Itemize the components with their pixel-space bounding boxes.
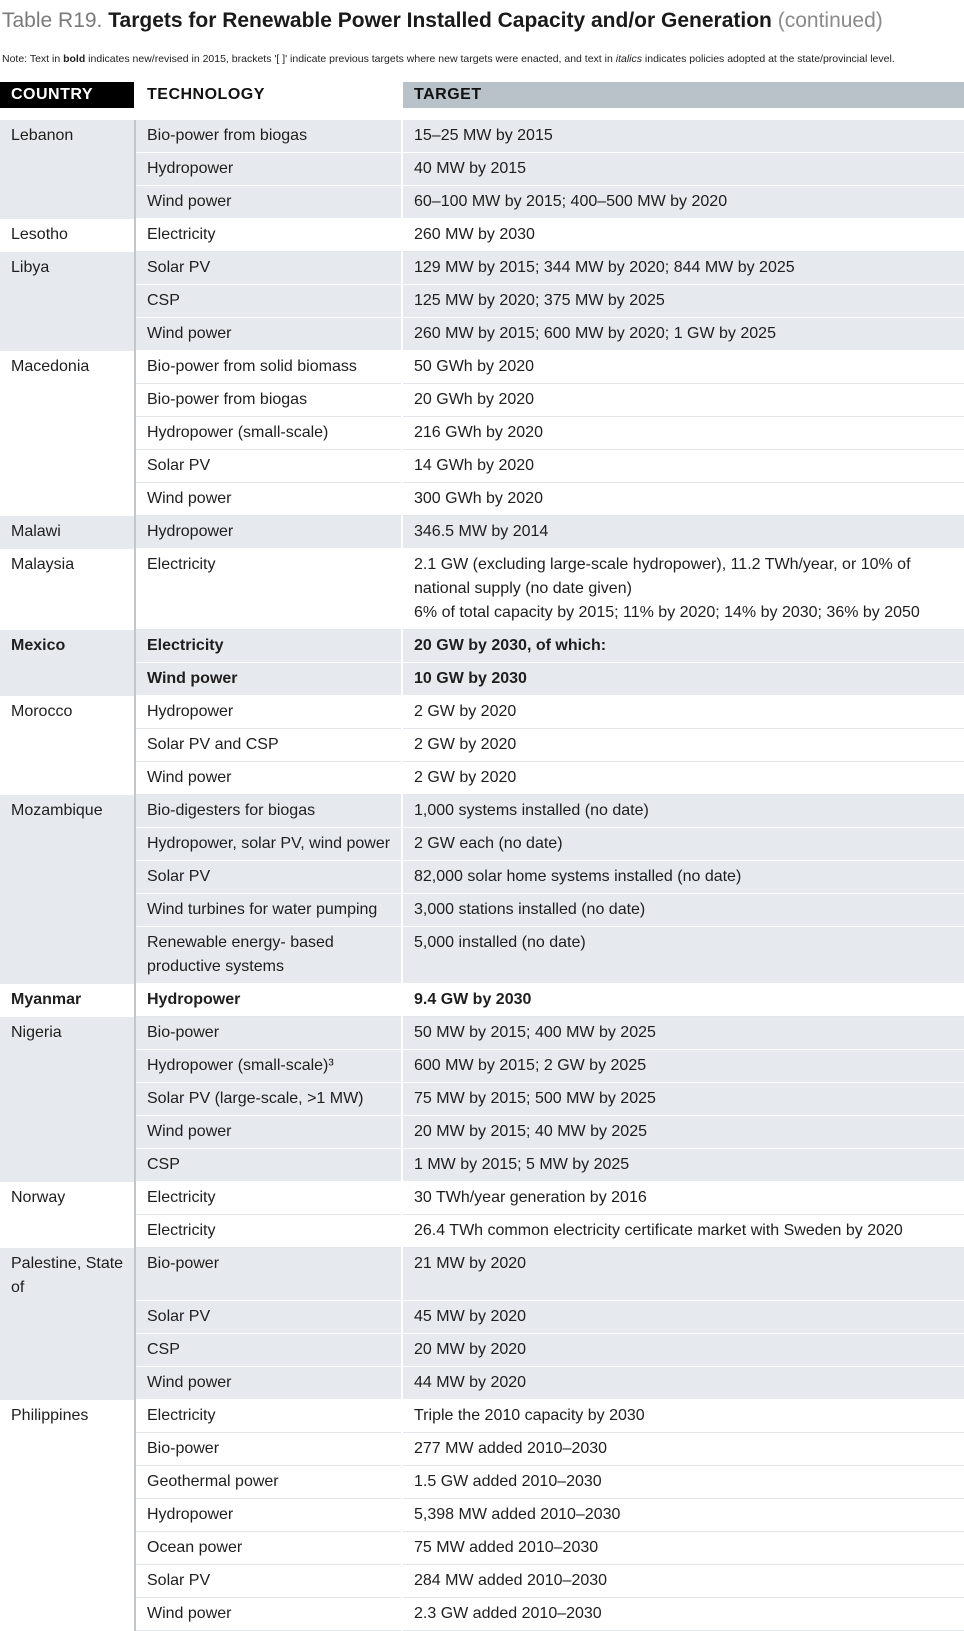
- target-text: 600 MW by 2015; 2 GW by 2025: [414, 1057, 647, 1074]
- target-text: 5,398 MW added 2010–2030: [414, 1506, 621, 1523]
- target-cell: [402, 729, 964, 762]
- country-cell: Morocco: [0, 696, 135, 795]
- target-text: 260 MW by 2015; 600 MW by 2020; 1 GW by 2025: [414, 325, 776, 342]
- target-text: 2 GW each (no date): [414, 835, 563, 852]
- technology-cell: Hydropower: [135, 984, 402, 1017]
- target-text: 50 MW by 2015; 400 MW by 2025: [414, 1024, 656, 1041]
- technology-cell: CSP: [135, 1149, 402, 1182]
- target-cell: [402, 1215, 964, 1248]
- table-row: [0, 153, 964, 186]
- technology-cell: Bio-power: [135, 1017, 402, 1050]
- target-text: 284 MW added 2010–2030: [414, 1572, 608, 1589]
- technology-cell: Bio-power from biogas: [135, 384, 402, 417]
- target-text: 44 MW by 2020: [414, 1374, 527, 1391]
- country-cell: Myanmar: [0, 984, 135, 1017]
- target-cell: [402, 861, 964, 894]
- target-text-secondary: 6% of total capacity by 2015; 11% by 2020; 14% by 2030; 36% by 2050: [414, 604, 920, 621]
- table-row: [0, 318, 964, 351]
- technology-cell: Wind power: [135, 1598, 402, 1631]
- target-cell: [402, 828, 964, 861]
- technology-cell: CSP: [135, 285, 402, 318]
- target-text: 30 TWh/year generation by 2016: [414, 1189, 647, 1206]
- technology-cell: Hydropower: [135, 153, 402, 186]
- country-cell: Mozambique: [0, 795, 135, 984]
- target-cell: [402, 1367, 964, 1400]
- target-cell: [402, 1301, 964, 1334]
- table-body: [0, 108, 964, 1631]
- target-cell: [402, 1565, 964, 1598]
- technology-cell: Electricity: [135, 549, 402, 630]
- target-text: 346.5 MW by 2014: [414, 523, 549, 540]
- target-cell: [402, 252, 964, 285]
- table-row: [0, 450, 964, 483]
- target-cell: [402, 663, 964, 696]
- target-text: 2 GW by 2020: [414, 736, 517, 753]
- target-text: 45 MW by 2020: [414, 1308, 527, 1325]
- column-header-target: TARGET: [402, 82, 964, 108]
- technology-cell: Hydropower: [135, 516, 402, 549]
- table-row: [0, 894, 964, 927]
- table-row: [0, 483, 964, 516]
- target-text: 60–100 MW by 2015; 400–500 MW by 2020: [414, 193, 728, 210]
- table-row: [0, 1598, 964, 1631]
- table-row: [0, 1400, 964, 1433]
- target-cell: [402, 1598, 964, 1631]
- target-cell: [402, 549, 964, 630]
- country-cell: Malawi: [0, 516, 135, 549]
- country-cell: Philippines: [0, 1400, 135, 1631]
- table-row: [0, 351, 964, 384]
- country-cell: Norway: [0, 1182, 135, 1248]
- target-text: 14 GWh by 2020: [414, 457, 535, 474]
- target-text: 129 MW by 2015; 344 MW by 2020; 844 MW by 2025: [414, 259, 795, 276]
- table-heading: Targets for Renewable Power Installed Capacity and/or Generation: [108, 9, 772, 32]
- table-row: [0, 630, 964, 663]
- targets-table: [0, 82, 964, 1631]
- target-cell: [402, 120, 964, 153]
- technology-cell: Wind power: [135, 318, 402, 351]
- target-cell: [402, 696, 964, 729]
- table-row: [0, 1433, 964, 1466]
- technology-cell: Solar PV: [135, 1565, 402, 1598]
- technology-cell: Solar PV: [135, 450, 402, 483]
- note-text-3: indicates policies adopted at the state/provincial level.: [642, 53, 895, 65]
- target-cell: [402, 927, 964, 984]
- technology-cell: Bio-power from biogas: [135, 120, 402, 153]
- technology-cell: Electricity: [135, 630, 402, 663]
- note-text-2: indicates new/revised in 2015, brackets '[ ]' indicate previous targets where new targets were enacted, and text in: [85, 53, 616, 65]
- target-text: 26.4 TWh common electricity certificate market with Sweden by 2020: [414, 1222, 903, 1239]
- note-bold-word: bold: [63, 53, 86, 65]
- target-text: 75 MW by 2015; 500 MW by 2025: [414, 1090, 656, 1107]
- target-cell: [402, 1017, 964, 1050]
- table-row: [0, 762, 964, 795]
- header-row: [0, 82, 964, 108]
- target-cell: [402, 285, 964, 318]
- country-cell: Lebanon: [0, 120, 135, 219]
- table-row: [0, 1367, 964, 1400]
- target-cell: [402, 1433, 964, 1466]
- technology-cell: Hydropower (small-scale)³: [135, 1050, 402, 1083]
- table-row: [0, 1149, 964, 1182]
- target-cell: [402, 318, 964, 351]
- target-cell: [402, 351, 964, 384]
- target-text: 260 MW by 2030: [414, 226, 535, 243]
- target-cell: [402, 1182, 964, 1215]
- target-text: 10 GW by 2030: [414, 670, 527, 687]
- target-cell: [402, 1466, 964, 1499]
- column-header-technology: TECHNOLOGY: [135, 82, 402, 108]
- technology-cell: Bio-digesters for biogas: [135, 795, 402, 828]
- table-row: [0, 549, 964, 630]
- table-row: [0, 1466, 964, 1499]
- table-note: [2, 52, 895, 66]
- target-text: 15–25 MW by 2015: [414, 127, 553, 144]
- technology-cell: Wind power: [135, 483, 402, 516]
- table-row: [0, 795, 964, 828]
- table-row: [0, 516, 964, 549]
- technology-cell: Wind power: [135, 1367, 402, 1400]
- technology-cell: Wind power: [135, 762, 402, 795]
- target-text: 20 GW by 2030, of which:: [414, 637, 607, 654]
- target-cell: [402, 630, 964, 663]
- technology-cell: Hydropower, solar PV, wind power: [135, 828, 402, 861]
- target-text: 20 MW by 2020: [414, 1341, 527, 1358]
- table-row: [0, 417, 964, 450]
- target-cell: [402, 417, 964, 450]
- continued-label: (continued): [777, 9, 883, 32]
- target-text: 1,000 systems installed (no date): [414, 802, 649, 819]
- technology-cell: Hydropower: [135, 696, 402, 729]
- target-cell: [402, 483, 964, 516]
- table-title: [2, 8, 883, 34]
- table-row: [0, 252, 964, 285]
- technology-cell: Electricity: [135, 219, 402, 252]
- technology-cell: Solar PV and CSP: [135, 729, 402, 762]
- target-text: 5,000 installed (no date): [414, 934, 586, 951]
- target-cell: [402, 450, 964, 483]
- technology-cell: Ocean power: [135, 1532, 402, 1565]
- target-cell: [402, 1334, 964, 1367]
- table-number: Table R19.: [2, 9, 103, 32]
- target-cell: [402, 894, 964, 927]
- target-text: 125 MW by 2020; 375 MW by 2025: [414, 292, 665, 309]
- table-row: [0, 1017, 964, 1050]
- table-row: [0, 927, 964, 984]
- note-text-1: Note: Text in: [2, 53, 64, 65]
- target-cell: [402, 516, 964, 549]
- target-text: 82,000 solar home systems installed (no date): [414, 868, 742, 885]
- target-text: 2 GW by 2020: [414, 769, 517, 786]
- target-cell: [402, 1149, 964, 1182]
- table-row: [0, 1499, 964, 1532]
- target-cell: [402, 984, 964, 1017]
- table-row: [0, 1182, 964, 1215]
- technology-cell: Wind power: [135, 663, 402, 696]
- header-spacer: [0, 108, 964, 120]
- target-cell: [402, 1532, 964, 1565]
- table-row: [0, 120, 964, 153]
- country-cell: Macedonia: [0, 351, 135, 516]
- note-italic-word: italics: [615, 53, 642, 65]
- country-cell: Nigeria: [0, 1017, 135, 1182]
- target-cell: [402, 186, 964, 219]
- table-row: [0, 1215, 964, 1248]
- technology-cell: Electricity: [135, 1400, 402, 1433]
- target-text: 20 MW by 2015; 40 MW by 2025: [414, 1123, 647, 1140]
- target-cell: [402, 1400, 964, 1433]
- target-text: 2.1 GW (excluding large-scale hydropower), 11.2 TWh/year, or 10% of national supply (no date given): [414, 556, 911, 597]
- table-row: [0, 828, 964, 861]
- target-cell: [402, 1499, 964, 1532]
- table-row: [0, 1334, 964, 1367]
- target-text: 50 GWh by 2020: [414, 358, 535, 375]
- table-row: [0, 696, 964, 729]
- target-cell: [402, 795, 964, 828]
- technology-cell: Solar PV: [135, 861, 402, 894]
- table-row: [0, 1050, 964, 1083]
- technology-cell: Bio-power: [135, 1248, 402, 1301]
- target-text: 3,000 stations installed (no date): [414, 901, 646, 918]
- technology-cell: Bio-power from solid biomass: [135, 351, 402, 384]
- target-text: Triple the 2010 capacity by 2030: [414, 1407, 645, 1424]
- technology-cell: Renewable energy- based productive systems: [135, 927, 402, 984]
- technology-cell: Electricity: [135, 1215, 402, 1248]
- table-row: [0, 1532, 964, 1565]
- target-text: 2 GW by 2020: [414, 703, 517, 720]
- target-cell: [402, 384, 964, 417]
- country-cell: Palestine, State of: [0, 1248, 135, 1400]
- table-row: [0, 285, 964, 318]
- column-header-country: COUNTRY: [0, 82, 135, 108]
- table-row: [0, 186, 964, 219]
- table-row: [0, 861, 964, 894]
- target-cell: [402, 1248, 964, 1301]
- table-row: [0, 1301, 964, 1334]
- target-text: 2.3 GW added 2010–2030: [414, 1605, 602, 1622]
- target-cell: [402, 1050, 964, 1083]
- table-row: [0, 1565, 964, 1598]
- target-text: 75 MW added 2010–2030: [414, 1539, 599, 1556]
- target-text: 40 MW by 2015: [414, 160, 527, 177]
- target-text: 20 GWh by 2020: [414, 391, 535, 408]
- technology-cell: Geothermal power: [135, 1466, 402, 1499]
- target-text: 1 MW by 2015; 5 MW by 2025: [414, 1156, 630, 1173]
- country-cell: Mexico: [0, 630, 135, 696]
- country-cell: Malaysia: [0, 549, 135, 630]
- table-row: [0, 1083, 964, 1116]
- table-row: [0, 984, 964, 1017]
- target-text: 277 MW added 2010–2030: [414, 1440, 608, 1457]
- target-cell: [402, 153, 964, 186]
- table-row: [0, 219, 964, 252]
- target-text: 9.4 GW by 2030: [414, 991, 532, 1008]
- technology-cell: Wind power: [135, 186, 402, 219]
- technology-cell: Solar PV (large-scale, >1 MW): [135, 1083, 402, 1116]
- target-text: 216 GWh by 2020: [414, 424, 543, 441]
- target-cell: [402, 219, 964, 252]
- technology-cell: CSP: [135, 1334, 402, 1367]
- target-text: 1.5 GW added 2010–2030: [414, 1473, 602, 1490]
- technology-cell: Solar PV: [135, 1301, 402, 1334]
- target-text: 21 MW by 2020: [414, 1255, 527, 1272]
- technology-cell: Solar PV: [135, 252, 402, 285]
- table-row: [0, 384, 964, 417]
- target-text: 300 GWh by 2020: [414, 490, 543, 507]
- table-row: [0, 1248, 964, 1301]
- technology-cell: Electricity: [135, 1182, 402, 1215]
- technology-cell: Bio-power: [135, 1433, 402, 1466]
- table-row: [0, 663, 964, 696]
- technology-cell: Wind power: [135, 1116, 402, 1149]
- country-cell: Libya: [0, 252, 135, 351]
- technology-cell: Hydropower: [135, 1499, 402, 1532]
- technology-cell: Wind turbines for water pumping: [135, 894, 402, 927]
- target-cell: [402, 762, 964, 795]
- target-cell: [402, 1083, 964, 1116]
- target-cell: [402, 1116, 964, 1149]
- table-row: [0, 729, 964, 762]
- country-cell: Lesotho: [0, 219, 135, 252]
- table-row: [0, 1116, 964, 1149]
- technology-cell: Hydropower (small-scale): [135, 417, 402, 450]
